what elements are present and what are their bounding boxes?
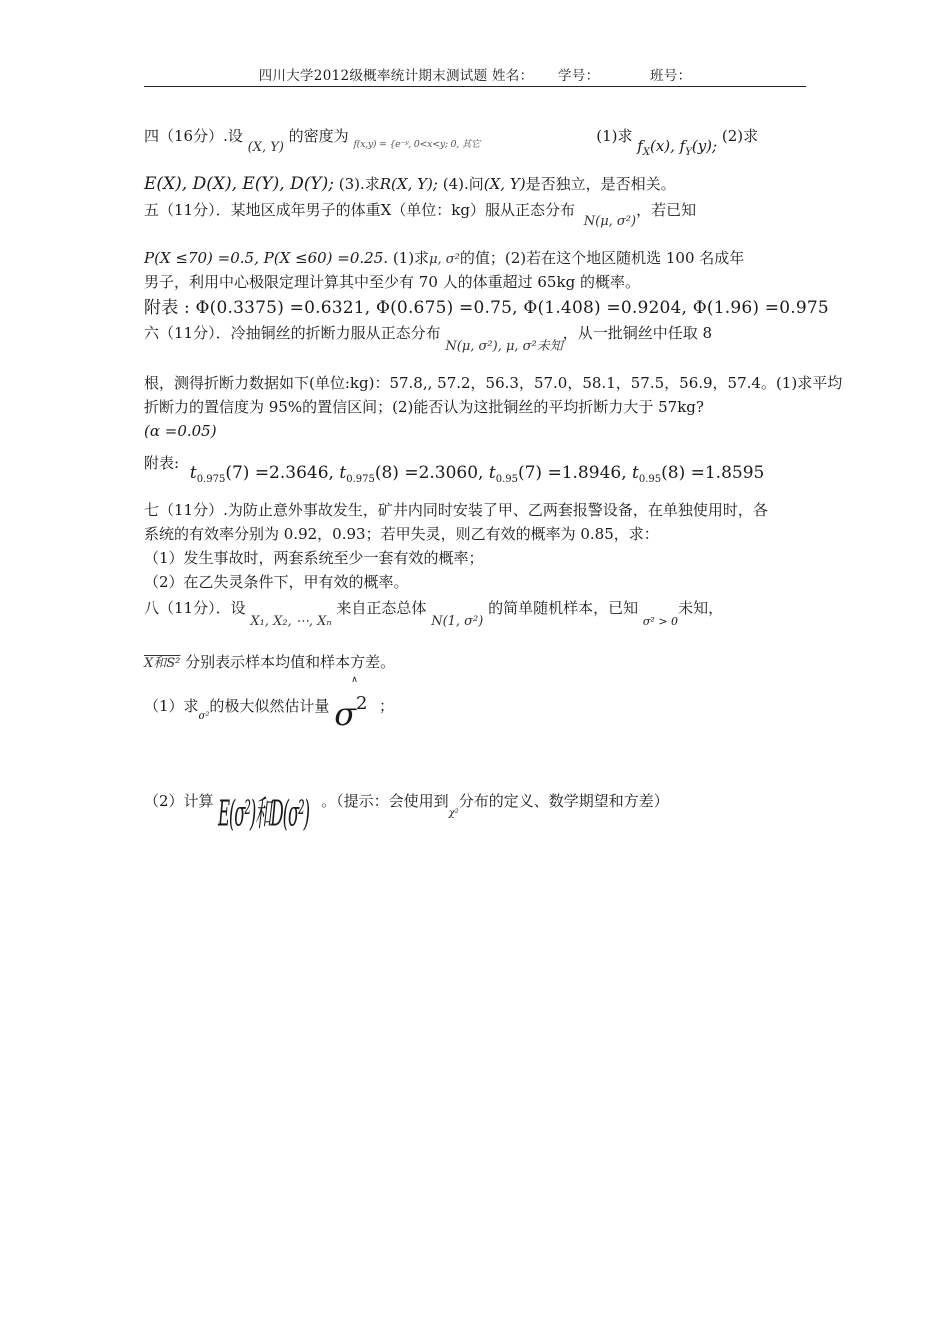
q8-sample: X₁, X₂, ⋯, Xₙ xyxy=(250,614,332,629)
q8-population: N(1, σ²) xyxy=(431,614,484,629)
q8-part1: （1）求$_{\sigma^2}$的极大似然估计量 ∧ σ2 ； xyxy=(144,688,394,721)
q4-correlation: R(X, Y); xyxy=(379,175,438,193)
q4-part2: (2)求 xyxy=(721,127,759,145)
q4-xy: (X, Y) xyxy=(247,140,284,155)
q5-table: 附表 : Φ(0.3375) =0.6321, Φ(0.675) =0.75, Φ(1.408) =0.9204, Φ(1.96) =0.975 xyxy=(144,298,829,318)
exam-title: 四川大学2012级概率统计期末测试题 xyxy=(258,68,488,84)
class-label: 班号： xyxy=(649,68,692,84)
q5-line2: P(X ≤70) =0.5, P(X ≤60) =0.25. (1)求μ, σ²的值；(2)若在这个地区随机选 100 名成年 xyxy=(144,249,745,267)
q6-line2: 根，测得折断力数据如下(单位:kg)：57.8,, 57.2，56.3，57.0，58.1，57.5，56.9，57.4。(1)求平均 xyxy=(144,374,843,392)
name-label: 姓名： xyxy=(491,68,534,84)
student-id-label: 学号： xyxy=(557,68,600,84)
q7-part1: （1）发生事故时，两套系统至少一套有效的概率； xyxy=(144,549,484,567)
q7-line2: 系统的有效率分别为 0.92，0.93；若甲失灵，则乙有效的概率为 0.85，求： xyxy=(144,525,659,543)
q6-alpha: (α =0.05) xyxy=(144,422,217,440)
q8-mle-estimator: ∧ σ2 xyxy=(334,688,374,718)
q8-mean-variance: X和S² xyxy=(144,656,181,671)
q6-intro: 六（11分）．冷抽铜丝的折断力服从正态分布 xyxy=(144,324,441,342)
q4-line2: E(X), D(X), E(Y), D(Y); (3).求R(X, Y); (4).问(X, Y)是否独立，是否相关。 xyxy=(144,174,676,194)
q4-part1: (1)求 xyxy=(596,127,633,145)
hat-icon: ∧ xyxy=(351,675,358,685)
q5-line1: 五（11分）．某地区成年男子的体重X（单位：kg）服从正态分布 N(μ, σ²)，若已知 xyxy=(144,201,697,229)
q4-moments: E(X), D(X), E(Y), D(Y); xyxy=(144,174,334,194)
q6-line3: 折断力的置信度为 95%的置信区间；(2)能否认为这批铜丝的平均折断力大于 57kg? xyxy=(144,398,704,416)
q5-distribution: N(μ, σ²) xyxy=(583,214,637,229)
q7-line1: 七（11分）.为防止意外事故发生，矿井内同时安装了甲、乙两套报警设备，在单独使用时，各 xyxy=(144,501,768,519)
q8-line1: 八（11分）．设 X₁, X₂, ⋯, Xₙ 来自正态总体 N(1, σ²) 的简单随机样本，已知 $_{\sigma^2 > 0}$未知， xyxy=(144,599,724,629)
q8-chi-square: χ² xyxy=(448,808,459,819)
q4-density-label: 的密度为 xyxy=(288,127,349,145)
page-header xyxy=(144,64,806,87)
q8-condition: σ² > 0 xyxy=(642,615,679,628)
q6-t-values: $t_{0.975}(7) =2.3646$, $t_{0.975}(8) =2.3060$, $t_{0.95}(7) =1.8946$, $t_{0.95}(8) =1.8595$ xyxy=(189,463,765,485)
q8-line2: X和S² 分别表示样本均值和样本方差。 xyxy=(144,653,396,671)
q5-given-probs: P(X ≤70) =0.5, P(X ≤60) =0.25. xyxy=(144,249,389,267)
q4-density-formula: f(x,y) = {e⁻ʸ, 0<x<y; 0, 其它 xyxy=(353,139,481,150)
q8-intro: 八（11分）．设 xyxy=(144,599,246,617)
q4-intro: 四（16分）.设 xyxy=(144,127,243,145)
q8-expectation-variance: E(σ²)和D(σ²) xyxy=(218,795,310,836)
q6-table: 附表: $t_{0.975}(7) =2.3646$, $t_{0.975}(8) =2.3060$, $t_{0.95}(7) =1.8946$, $t_{0.95}(8) =1.8595$ xyxy=(144,454,765,485)
q7-part2: （2）在乙失灵条件下，甲有效的概率。 xyxy=(144,573,409,591)
q5-line3: 男子，利用中心极限定理计算其中至少有 70 人的体重超过 65kg 的概率。 xyxy=(144,273,640,291)
q6-line1: 六（11分）．冷抽铜丝的折断力服从正态分布 N(μ, σ²), μ, σ²未知，从一批铜丝中任取 8 xyxy=(144,324,713,354)
q5-intro: 五（11分）．某地区成年男子的体重X（单位：kg）服从正态分布 xyxy=(144,201,575,219)
q6-distribution: N(μ, σ²), μ, σ²未知 xyxy=(445,339,563,354)
q4-line1 xyxy=(144,124,759,158)
q8-part2: （2）计算 E(σ²)和D(σ²) 。（提示：会使用到$_{\chi^2}$分布的定义、数学期望和方差） xyxy=(144,792,669,836)
q4-marginals: $f_X(x)$, $f_Y(y)$; xyxy=(637,137,718,158)
